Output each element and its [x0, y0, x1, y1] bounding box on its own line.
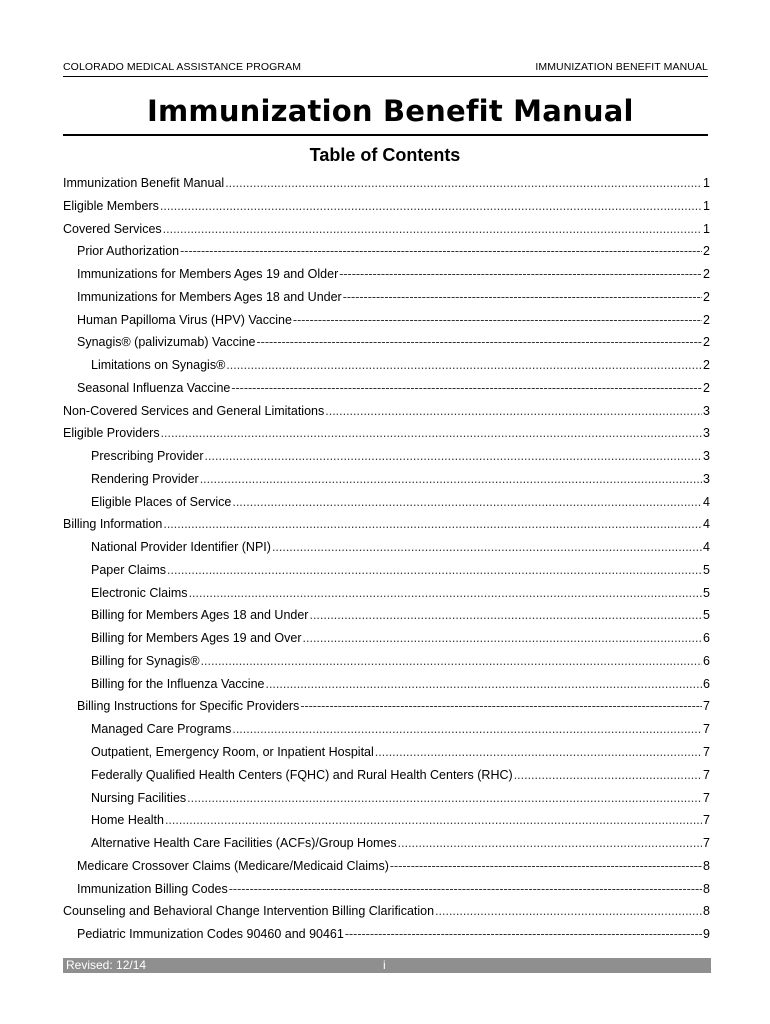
toc-entry[interactable] [63, 196, 710, 216]
toc-entry-label: Seasonal Influenza Vaccine [77, 380, 231, 395]
toc-entry-label: Human Papilloma Virus (HPV) Vaccine [77, 312, 292, 327]
toc-entry-label: Immunization Benefit Manual [63, 176, 225, 190]
toc-entry-page: 2 [703, 335, 710, 350]
toc-entry[interactable] [91, 651, 710, 671]
toc-entry[interactable] [91, 719, 710, 739]
toc-entry[interactable] [91, 560, 710, 580]
toc-leader [200, 469, 702, 489]
toc-entry[interactable] [91, 674, 710, 694]
toc-leader [167, 560, 702, 580]
toc-heading: Table of Contents [309, 145, 461, 165]
toc-leader [226, 355, 702, 375]
toc-entry-page: 2 [703, 244, 710, 259]
toc-entry[interactable] [91, 583, 710, 603]
toc-entry-page: 5 [703, 562, 710, 577]
toc-leader [293, 310, 702, 330]
toc-leader [272, 537, 702, 557]
toc-entry-page: 7 [703, 745, 710, 759]
toc-entry-label: Billing for the Influenza Vaccine [91, 676, 265, 691]
toc-leader [435, 901, 702, 921]
toc-entry-label: Medicare Crossover Claims (Medicare/Medicaid Claims) [77, 858, 389, 873]
toc-entry[interactable] [77, 332, 710, 352]
toc-entry-label: Eligible Members [63, 198, 159, 213]
toc-entry-label: Limitations on Synagis® [91, 358, 226, 373]
toc-entry-page: 1 [703, 176, 710, 190]
toc-entry[interactable] [63, 401, 710, 421]
toc-entry-label: Eligible Providers [63, 426, 160, 441]
toc-entry[interactable] [63, 901, 710, 921]
toc-entry-label: Billing for Members Ages 19 and Over [91, 631, 302, 646]
toc-entry-page: 7 [703, 836, 710, 851]
toc-entry[interactable] [91, 628, 710, 648]
page-number: i [383, 958, 386, 972]
toc-entry-page: 2 [703, 267, 710, 282]
toc-entry[interactable] [91, 833, 710, 853]
toc-entry[interactable] [91, 742, 710, 762]
toc-leader [180, 241, 702, 261]
toc-entry-page: 1 [703, 221, 710, 236]
toc-entry[interactable] [77, 924, 710, 944]
toc-entry-label: Outpatient, Emergency Room, or Inpatient Hospital [91, 745, 374, 759]
toc-entry-page: 3 [703, 449, 710, 464]
toc-entry-page: 6 [703, 676, 710, 691]
toc-leader [231, 378, 702, 398]
toc-leader [390, 856, 702, 876]
toc-entry-label: Alternative Health Care Facilities (ACFs)/Group Homes [91, 836, 397, 851]
toc-entry-page: 1 [703, 198, 710, 213]
running-header [63, 60, 708, 77]
toc-leader [201, 651, 702, 671]
toc-entry-label: Billing Information [63, 517, 163, 532]
toc-entry-page: 8 [703, 881, 710, 896]
toc-entry-page: 4 [703, 494, 710, 509]
toc-entry[interactable] [91, 605, 710, 625]
toc-entry[interactable] [77, 287, 710, 307]
toc-leader [343, 287, 702, 307]
toc-entry-page: 3 [703, 426, 710, 441]
toc-entry-page: 4 [703, 540, 710, 555]
toc-entry[interactable] [63, 423, 710, 443]
revised-date: Revised: 12/14 [66, 958, 147, 972]
toc-entry-label: Immunizations for Members Ages 18 and Under [77, 289, 342, 304]
toc-entry[interactable] [91, 537, 710, 557]
toc-entry-label: Non-Covered Services and General Limitations [63, 403, 325, 418]
toc-entry[interactable] [91, 788, 710, 808]
toc-entry-page: 8 [703, 904, 710, 919]
toc-leader [163, 219, 702, 239]
toc-entry-page: 7 [703, 813, 710, 828]
toc-leader [265, 674, 702, 694]
toc-entry-page: 8 [703, 858, 710, 873]
toc-leader [163, 514, 702, 534]
toc-leader [398, 833, 702, 853]
toc-entry-page: 4 [703, 517, 710, 532]
toc-entry[interactable] [63, 173, 710, 193]
toc-entry-page: 7 [703, 767, 710, 782]
toc-leader [165, 810, 702, 830]
page-footer [63, 958, 711, 973]
toc-entry-page: 3 [703, 403, 710, 418]
toc-entry-label: Immunizations for Members Ages 19 and Older [77, 267, 339, 282]
toc-entry-page: 5 [703, 608, 710, 623]
toc-entry-label: Electronic Claims [91, 585, 188, 600]
toc-entry-page: 2 [703, 358, 710, 373]
toc-entry[interactable] [91, 446, 710, 466]
toc-entry-page: 6 [703, 631, 710, 646]
toc-entry-label: Billing for Synagis® [91, 653, 200, 668]
toc-entry-label: Immunization Billing Codes [77, 881, 228, 896]
toc-leader [187, 788, 702, 808]
toc-leader [189, 583, 702, 603]
toc-leader [160, 196, 702, 216]
toc-entry-page: 7 [703, 790, 710, 805]
toc-entry-label: Home Health [91, 813, 164, 828]
toc-entry-page: 9 [703, 927, 710, 942]
toc-entry-label: Prescribing Provider [91, 449, 204, 464]
toc-leader [257, 332, 703, 352]
toc-entry-label: Federally Qualified Health Centers (FQHC) and Rural Health Centers (RHC) [91, 767, 513, 782]
toc-entry-page: 3 [703, 471, 710, 486]
toc-entry-label: Eligible Places of Service [91, 494, 232, 509]
toc-leader [345, 924, 702, 944]
toc-leader [205, 446, 703, 466]
toc-entry-label: National Provider Identifier (NPI) [91, 540, 271, 555]
toc-entry-page: 7 [703, 722, 710, 737]
toc-entry-page: 2 [703, 312, 710, 327]
toc-entry-label: Pediatric Immunization Codes 90460 and 90461 [77, 927, 344, 942]
header-manual-name: IMMUNIZATION BENEFIT MANUAL [535, 61, 708, 73]
toc-entry[interactable] [91, 810, 710, 830]
toc-leader [232, 492, 702, 512]
toc-entry-label: Synagis® (palivizumab) Vaccine [77, 335, 256, 350]
toc-entry-label: Billing Instructions for Specific Providers [77, 699, 300, 714]
toc-leader [229, 879, 702, 899]
document-title: Immunization Benefit Manual [147, 94, 634, 128]
toc-entry[interactable] [77, 378, 710, 398]
document-title-block [63, 92, 708, 136]
toc-leader [375, 742, 702, 762]
toc-entry[interactable] [91, 765, 710, 785]
toc-leader [339, 264, 702, 284]
toc-leader [225, 173, 702, 193]
toc-leader [300, 696, 702, 716]
toc-entry-page: 2 [703, 380, 710, 395]
toc-entry[interactable] [77, 879, 710, 899]
toc-entry-label: Billing for Members Ages 18 and Under [91, 608, 309, 623]
toc-entry-label: Nursing Facilities [91, 790, 187, 805]
toc-leader [309, 605, 702, 625]
toc-entry-label: Rendering Provider [91, 471, 199, 486]
toc-entry-page: 2 [703, 289, 710, 304]
toc-entry[interactable] [77, 856, 710, 876]
toc-entry[interactable] [91, 469, 710, 489]
toc-entry-label: Counseling and Behavioral Change Intervention Billing Clarification [63, 904, 435, 919]
toc-entry[interactable] [77, 310, 710, 330]
toc-entry-page: 7 [703, 699, 710, 714]
toc-leader [303, 628, 703, 648]
toc-entry-label: Paper Claims [91, 562, 167, 577]
toc-entry-page: 5 [703, 585, 710, 600]
toc-entry-label: Prior Authorization [77, 244, 180, 259]
toc-entry[interactable] [91, 492, 710, 512]
toc-leader [325, 401, 702, 421]
header-program-name: COLORADO MEDICAL ASSISTANCE PROGRAM [63, 61, 302, 73]
toc-leader [232, 719, 702, 739]
toc-entry-label: Covered Services [63, 221, 162, 236]
toc-entry[interactable] [77, 696, 710, 716]
toc-entry[interactable] [91, 355, 710, 375]
toc-entry[interactable] [77, 264, 710, 284]
toc-leader [161, 423, 702, 443]
toc-entry[interactable] [63, 219, 710, 239]
toc-leader [514, 765, 702, 785]
toc-entry-label: Managed Care Programs [91, 722, 232, 737]
toc-entry[interactable] [77, 241, 710, 261]
toc-entry[interactable] [63, 514, 710, 534]
toc-entry-page: 6 [703, 653, 710, 668]
